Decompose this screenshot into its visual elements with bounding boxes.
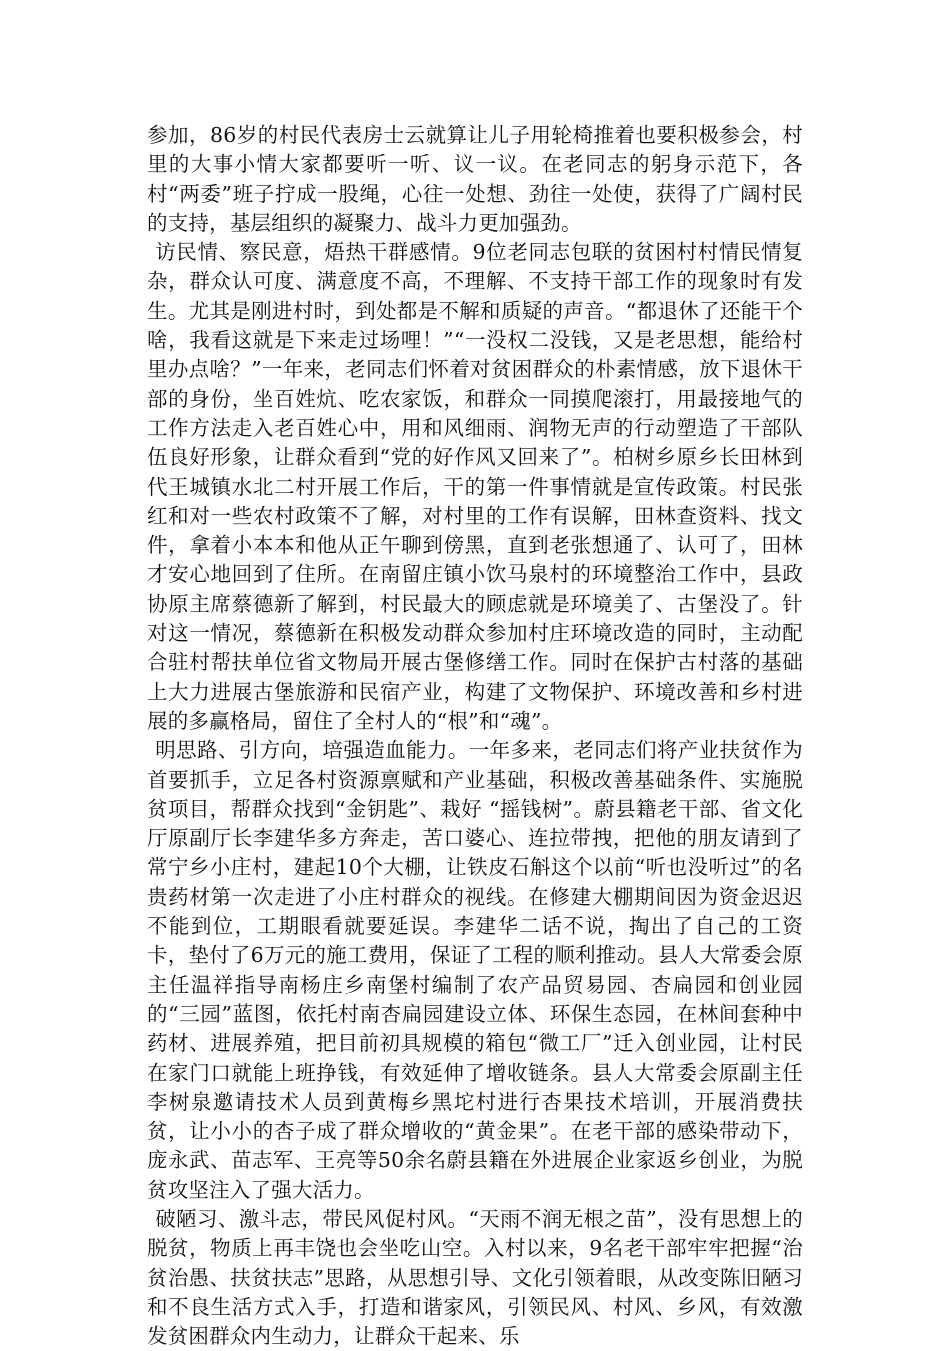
paragraph-3: 明思路、引方向，培强造血能力。一年多来，老同志们将产业扶贫作为首要抓手，立足各村资源禀赋和产业基础，积极改善基础条件、实施脱贫项目，帮群众找到“金钥匙”、栽好 “摇钱树”。蔚县籍老干部、省文化厅原副厅长李建华多方奔走，苦口婆心、连拉带拽，把他的朋友请到了常宁乡小庄村，建起10个大棚，让铁皮石斛这个以前“听也没听过”的名贵药材第一次走进了小庄村群众的视线。在修建大棚期间因为资金迟迟不能到位，工期眼看就要延误。李建华二话不说，掏出了自己的工资卡，垫付了6万元的施工费用，保证了工程的顺利推动。县人大常委会原主任温祥指导南杨庄乡南堡村编制了农产品贸易园、杏扁园和创业园的“三园”蓝图，依托村南杏扁园建设立体、环保生态园，在林间套种中药材、进展养殖，把目前初具规模的箱包“微工厂”迁入创业园，让村民在家门口就能上班挣钱，有效延伸了增收链条。县人大常委会原副主任李树泉邀请技术人员到黄梅乡黑坨村进行杏果技术培训，开展消费扶贫，让小小的杏子成了群众增收的“黄金果”。在老干部的感染带动下，庞永武、苗志军、王亮等50余名蔚县籍在外进展企业家返乡创业，为脱贫攻坚注入了强大活力。 bbox=[147, 738, 803, 1202]
paragraph-4: 破陋习、激斗志，带民风促村风。“天雨不润无根之苗”，没有思想上的脱贫，物质上再丰饶也会坐吃山空。入村以来，9名老干部牢牢把握“治贫治愚、扶贫扶志”思路，从思想引导、文化引领着眼，从改变陈旧陋习和不良生活方式入手，打造和谐家风，引领民风、村风、乡风，有效激发贫困群众内生动力，让群众干起来、乐 bbox=[147, 1206, 803, 1349]
article-body bbox=[147, 121, 803, 1351]
paragraph-1: 参加，86岁的村民代表房士云就算让儿子用轮椅推着也要积极参会，村里的大事小情大家都要听一听、议一议。在老同志的躬身示范下，各村“两委”班子拧成一股绳，心往一处想、劲往一处使，获得了广阔村民的支持，基层组织的凝聚力、战斗力更加强劲。 bbox=[147, 123, 803, 235]
paragraph-2: 访民情、察民意，焐热干群感情。9位老同志包联的贫困村村情民情复杂，群众认可度、满意度不高，不理解、不支持干部工作的现象时有发生。尤其是刚进村时，到处都是不解和质疑的声音。“都退休了还能干个啥，我看这就是下来走过场哩！”“一没权二没钱，又是老思想，能给村里办点啥？”一年来，老同志们怀着对贫困群众的朴素情感，放下退休干部的身份，坐百姓炕、吃农家饭，和群众一同摸爬滚打，用最接地气的工作方法走入老百姓心中，用和风细雨、润物无声的行动塑造了干部队伍良好形象，让群众看到“党的好作风又回来了”。柏树乡原乡长田林到代王城镇水北二村开展工作后，干的第一件事情就是宣传政策。村民张红和对一些农村政策不了解，对村里的工作有误解，田林查资料、找文件，拿着小本本和他从正午聊到傍黑，直到老张想通了、认可了，田林才安心地回到了住所。在南留庄镇小饮马泉村的环境整治工作中，县政协原主席蔡德新了解到，村民最大的顾虑就是环境美了、古堡没了。针对这一情况，蔡德新在积极发动群众参加村庄环境改造的同时，主动配合驻村帮扶单位省文物局开展古堡修缮工作。同时在保护古村落的基础上大力进展古堡旅游和民宿产业，构建了文物保护、环境改善和乡村进展的多赢格局，留住了全村人的“根”和“魂”。 bbox=[147, 240, 803, 733]
